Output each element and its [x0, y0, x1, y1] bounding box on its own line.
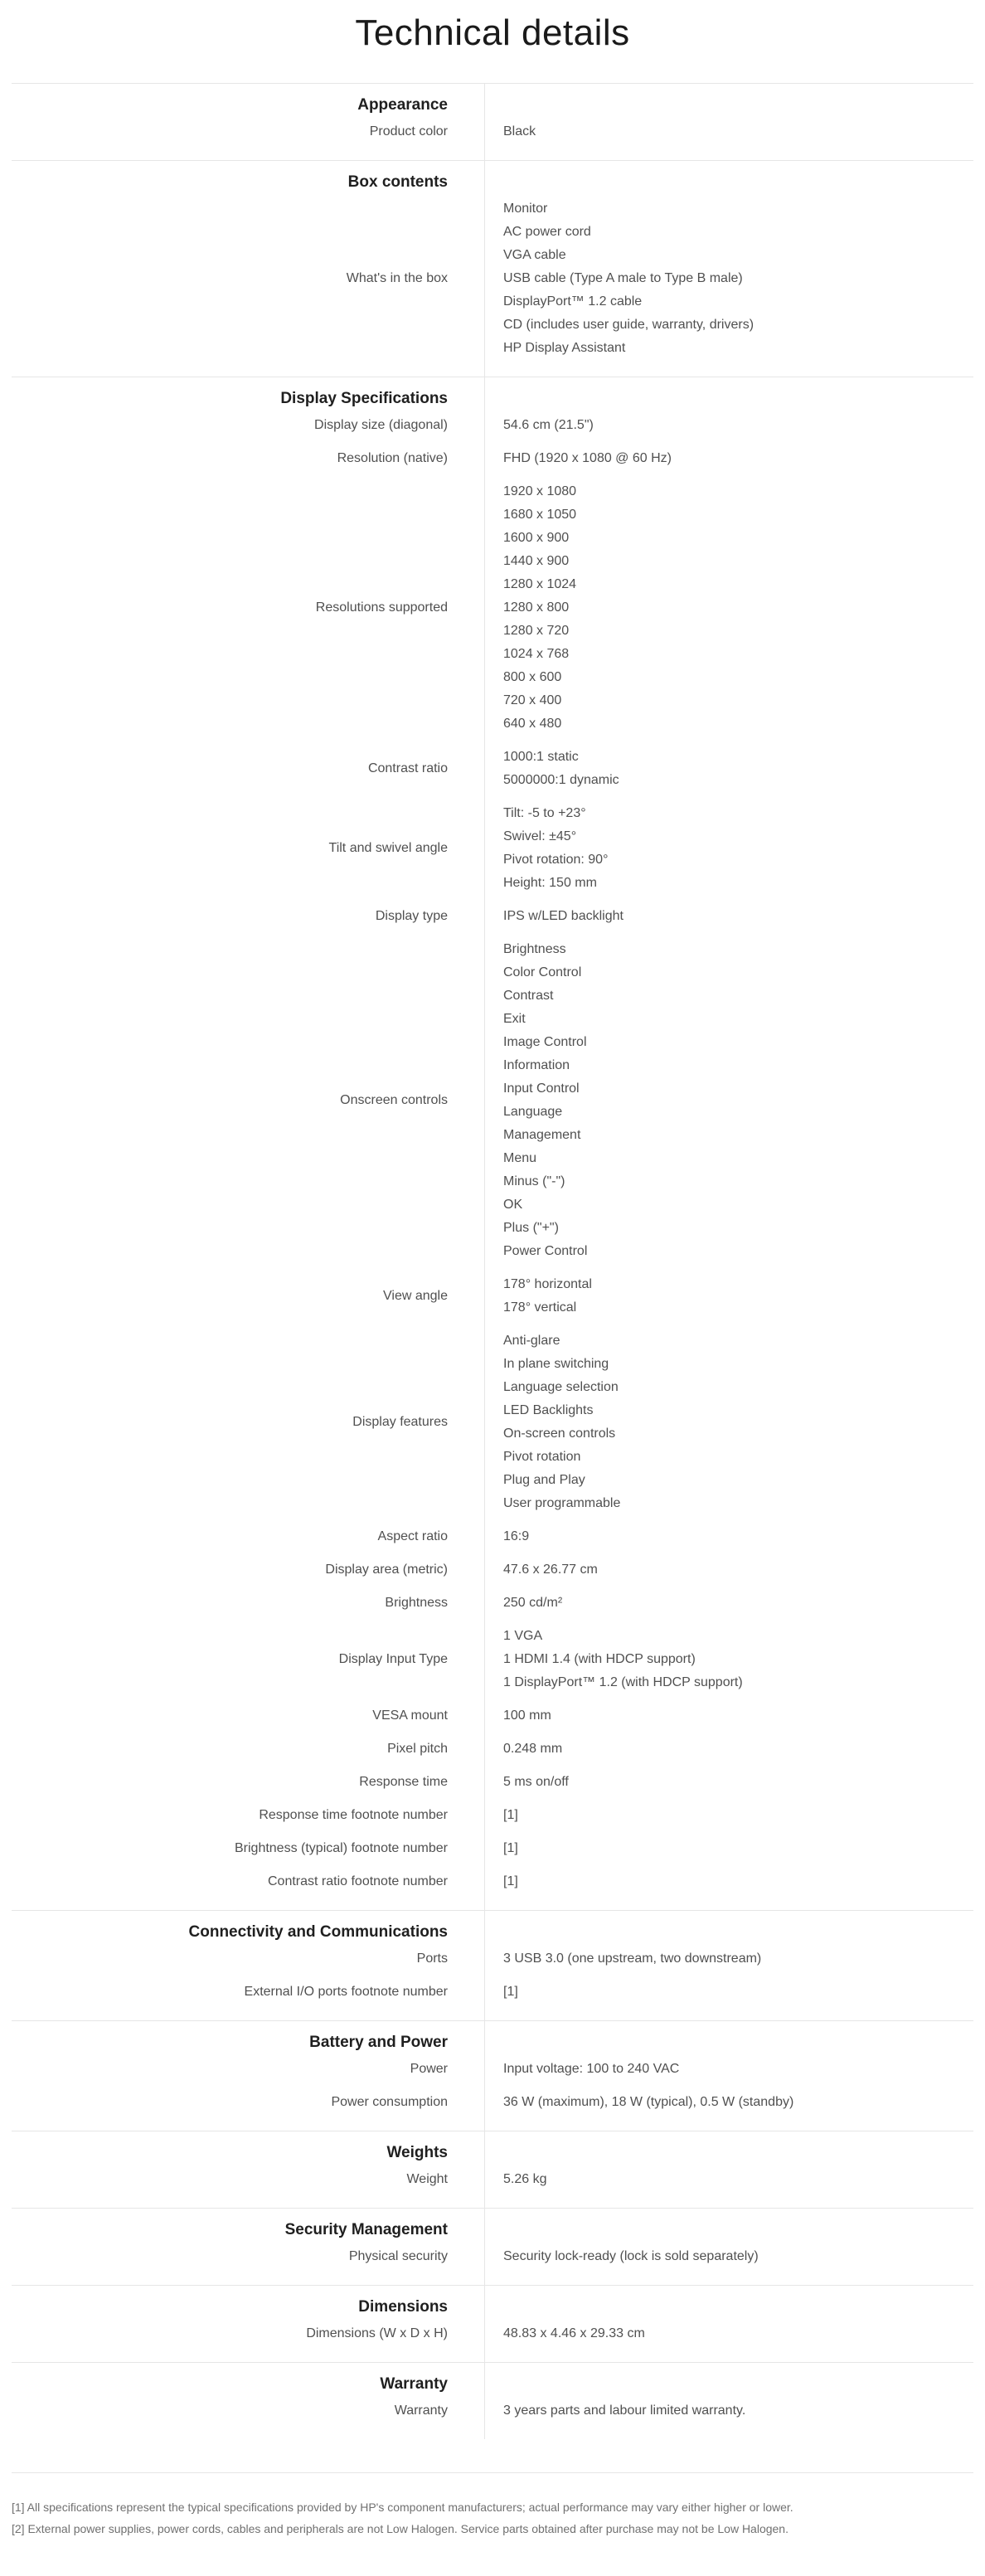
- spec-value-line: Black: [503, 124, 536, 139]
- spec-row-display-type: [12, 900, 973, 933]
- spec-section-box-contents: [12, 160, 973, 377]
- spec-row-resolutions-supported: [12, 475, 973, 741]
- spec-row-contrast-ratio: [12, 741, 973, 797]
- spec-row-physical-security: [12, 2240, 973, 2273]
- spec-row-aspect-ratio: [12, 1520, 973, 1553]
- spec-value-line: [1]: [503, 1985, 518, 1999]
- spec-value: [485, 2053, 973, 2086]
- spec-label: Display Input Type: [338, 1652, 448, 1666]
- spec-value: [485, 1699, 973, 1733]
- spec-label: Pixel pitch: [387, 1742, 448, 1756]
- spec-section-warranty: [12, 2362, 973, 2439]
- spec-value: [485, 1865, 973, 1898]
- spec-section-security-management: [12, 2208, 973, 2285]
- spec-value: [485, 2086, 973, 2119]
- spec-value-line: Minus ("-"): [503, 1174, 565, 1188]
- spec-value-line: IPS w/LED backlight: [503, 909, 624, 923]
- spec-row-vesa-mount: [12, 1699, 973, 1733]
- spec-label: Dimensions (W x D x H): [306, 2326, 448, 2340]
- spec-value: [485, 1766, 973, 1799]
- spec-value-line: 1680 x 1050: [503, 508, 577, 522]
- spec-value: [485, 900, 973, 933]
- spec-value-line: VGA cable: [503, 248, 566, 262]
- spec-value-line: Menu: [503, 1151, 537, 1165]
- spec-value: [485, 1733, 973, 1766]
- spec-value-line: Security lock-ready (lock is sold separately): [503, 2249, 759, 2263]
- spec-value-line: 1024 x 768: [503, 647, 570, 661]
- spec-label: Display features: [352, 1415, 448, 1429]
- spec-value: [485, 475, 973, 741]
- spec-label: Product color: [369, 124, 448, 139]
- spec-value-line: [1]: [503, 1808, 518, 1822]
- spec-value-line: 640 x 480: [503, 717, 562, 731]
- spec-label: What's in the box: [346, 271, 448, 285]
- spec-row-power: [12, 2053, 973, 2086]
- spec-label: Contrast ratio footnote number: [267, 1874, 448, 1888]
- spec-label: Brightness (typical) footnote number: [234, 1841, 448, 1855]
- spec-label: Resolution (native): [337, 451, 448, 465]
- spec-value-line: 3 USB 3.0 (one upstream, two downstream): [503, 1951, 762, 1966]
- spec-row-product-color: [12, 115, 973, 148]
- spec-value-line: 100 mm: [503, 1708, 551, 1723]
- spec-label: Contrast ratio: [367, 761, 448, 775]
- spec-value-line: User programmable: [503, 1496, 621, 1510]
- spec-value-line: DisplayPort™ 1.2 cable: [503, 294, 643, 309]
- spec-row-power-consumption: [12, 2086, 973, 2119]
- spec-value: [485, 1520, 973, 1553]
- spec-value: [485, 741, 973, 797]
- spec-section-dimensions: [12, 2285, 973, 2362]
- spec-value: [485, 1324, 973, 1520]
- spec-label: Display area (metric): [325, 1563, 448, 1577]
- spec-value-line: 1280 x 800: [503, 600, 570, 615]
- spec-row-brightness-typical-footnote-number: [12, 1832, 973, 1865]
- section-heading: Display Specifications: [280, 390, 448, 407]
- spec-value-line: 1000:1 static: [503, 750, 579, 764]
- spec-value-line: AC power cord: [503, 225, 591, 239]
- spec-value: [485, 2317, 973, 2350]
- section-heading: Security Management: [284, 2221, 448, 2238]
- spec-value: [485, 1832, 973, 1865]
- spec-value-line: 250 cd/m²: [503, 1596, 563, 1610]
- spec-value-line: 178° horizontal: [503, 1277, 592, 1291]
- spec-value-line: Power Control: [503, 1244, 588, 1258]
- spec-value: [485, 1268, 973, 1324]
- spec-value-line: 1 DisplayPort™ 1.2 (with HDCP support): [503, 1675, 743, 1689]
- spec-row-onscreen-controls: [12, 933, 973, 1268]
- spec-value-line: Input voltage: 100 to 240 VAC: [503, 2062, 680, 2076]
- spec-sections: [12, 83, 973, 2439]
- spec-section-battery-and-power: [12, 2020, 973, 2131]
- spec-value-line: Height: 150 mm: [503, 876, 597, 890]
- spec-section-appearance: [12, 83, 973, 160]
- spec-value-line: 36 W (maximum), 18 W (typical), 0.5 W (standby): [503, 2095, 794, 2109]
- spec-value: [485, 442, 973, 475]
- spec-value-line: USB cable (Type A male to Type B male): [503, 271, 743, 285]
- spec-value-line: Contrast: [503, 989, 554, 1003]
- spec-row-display-size-diagonal: [12, 409, 973, 442]
- spec-value-line: In plane switching: [503, 1357, 609, 1371]
- spec-value-line: CD (includes user guide, warranty, drivers): [503, 318, 755, 332]
- page-title: Technical details: [355, 12, 630, 53]
- spec-value: [485, 1620, 973, 1699]
- spec-value-line: 48.83 x 4.46 x 29.33 cm: [503, 2326, 645, 2340]
- spec-label: Brightness: [385, 1596, 448, 1610]
- spec-row-pixel-pitch: [12, 1733, 973, 1766]
- spec-value: [485, 797, 973, 900]
- spec-label: Resolutions supported: [315, 600, 448, 615]
- spec-value: [485, 192, 973, 365]
- spec-value-line: Tilt: -5 to +23°: [503, 806, 586, 820]
- spec-row-tilt-and-swivel-angle: [12, 797, 973, 900]
- spec-value-line: 47.6 x 26.77 cm: [503, 1563, 598, 1577]
- section-heading: Connectivity and Communications: [188, 1923, 448, 1941]
- spec-value-line: 5 ms on/off: [503, 1775, 569, 1789]
- section-heading: Appearance: [357, 96, 448, 114]
- spec-value: [485, 1553, 973, 1587]
- spec-value-line: Anti-glare: [503, 1334, 560, 1348]
- spec-value-line: 0.248 mm: [503, 1742, 563, 1756]
- spec-row-response-time-footnote-number: [12, 1799, 973, 1832]
- spec-row-brightness: [12, 1587, 973, 1620]
- spec-value-line: Language: [503, 1105, 563, 1119]
- spec-value-line: Plus ("+"): [503, 1221, 559, 1235]
- spec-row-weight: [12, 2163, 973, 2196]
- spec-value-line: Pivot rotation: [503, 1450, 581, 1464]
- spec-value-line: 720 x 400: [503, 693, 562, 707]
- spec-label: Response time: [359, 1775, 448, 1789]
- spec-row-warranty: [12, 2394, 973, 2428]
- section-heading: Dimensions: [358, 2298, 448, 2316]
- spec-value-line: Management: [503, 1128, 581, 1142]
- spec-value: [485, 1942, 973, 1976]
- spec-value-line: On-screen controls: [503, 1427, 616, 1441]
- spec-row-contrast-ratio-footnote-number: [12, 1865, 973, 1898]
- spec-value-line: 1 VGA: [503, 1629, 543, 1643]
- spec-value: [485, 1976, 973, 2009]
- spec-value-line: 1920 x 1080: [503, 484, 577, 498]
- spec-label: Power: [410, 2062, 448, 2076]
- spec-value: [485, 2240, 973, 2273]
- spec-value: [485, 115, 973, 148]
- spec-value: [485, 2163, 973, 2196]
- spec-section-weights: [12, 2131, 973, 2208]
- spec-label: Tilt and swivel angle: [328, 841, 448, 855]
- spec-label: Power consumption: [331, 2095, 448, 2109]
- spec-value-line: HP Display Assistant: [503, 341, 626, 355]
- spec-value-line: Brightness: [503, 942, 566, 956]
- spec-value: [485, 2394, 973, 2428]
- spec-section-connectivity-and-communications: [12, 1910, 973, 2020]
- spec-label: External I/O ports footnote number: [244, 1985, 448, 1999]
- spec-value-line: Pivot rotation: 90°: [503, 853, 609, 867]
- spec-label: Physical security: [348, 2249, 448, 2263]
- spec-value-line: 1280 x 1024: [503, 577, 577, 591]
- spec-value-line: Plug and Play: [503, 1473, 585, 1487]
- spec-label: Onscreen controls: [340, 1093, 448, 1107]
- spec-row-what-s-in-the-box: [12, 192, 973, 365]
- spec-label: Response time footnote number: [259, 1808, 448, 1822]
- spec-label: Warranty: [394, 2403, 448, 2418]
- spec-row-resolution-native: [12, 442, 973, 475]
- spec-label: Display type: [375, 909, 448, 923]
- spec-value: [485, 409, 973, 442]
- spec-value: [485, 1799, 973, 1832]
- section-heading: Weights: [386, 2144, 448, 2161]
- spec-value-line: Input Control: [503, 1081, 580, 1096]
- spec-value-line: Exit: [503, 1012, 526, 1026]
- spec-value-line: 800 x 600: [503, 670, 562, 684]
- spec-value-line: 178° vertical: [503, 1300, 577, 1315]
- spec-value-line: OK: [503, 1198, 523, 1212]
- spec-row-display-features: [12, 1324, 973, 1520]
- spec-value-line: [1]: [503, 1874, 518, 1888]
- spec-value-line: 16:9: [503, 1529, 530, 1543]
- spec-row-view-angle: [12, 1268, 973, 1324]
- spec-label: Ports: [416, 1951, 448, 1966]
- spec-value-line: 5000000:1 dynamic: [503, 773, 619, 787]
- spec-section-display-specifications: [12, 377, 973, 1910]
- spec-value-line: 1600 x 900: [503, 531, 570, 545]
- spec-value-line: 5.26 kg: [503, 2172, 547, 2186]
- spec-value-line: Image Control: [503, 1035, 587, 1049]
- spec-value-line: Language selection: [503, 1380, 619, 1394]
- footnote-1: [1] All specifications represent the typical specifications provided by HP's component manufacturers; actual performance may vary either higher or lower.: [12, 2501, 793, 2514]
- spec-label: Display size (diagonal): [314, 418, 448, 432]
- spec-value-line: FHD (1920 x 1080 @ 60 Hz): [503, 451, 672, 465]
- spec-row-dimensions-w-x-d-x-h: [12, 2317, 973, 2350]
- spec-label: Aspect ratio: [377, 1529, 448, 1543]
- section-heading: Warranty: [380, 2375, 448, 2393]
- spec-row-external-i-o-ports-footnote-number: [12, 1976, 973, 2009]
- spec-label: Weight: [406, 2172, 448, 2186]
- spec-row-ports: [12, 1942, 973, 1976]
- spec-value-line: 3 years parts and labour limited warranty.: [503, 2403, 746, 2418]
- spec-value-line: Monitor: [503, 202, 548, 216]
- spec-value-line: 1440 x 900: [503, 554, 570, 568]
- spec-value-line: [1]: [503, 1841, 518, 1855]
- spec-row-response-time: [12, 1766, 973, 1799]
- spec-value-line: 1 HDMI 1.4 (with HDCP support): [503, 1652, 696, 1666]
- footnotes: [12, 2472, 973, 2540]
- spec-value-line: 54.6 cm (21.5"): [503, 418, 594, 432]
- footnote-2: [2] External power supplies, power cords, cables and peripherals are not Low Halogen. Service parts obtained after purchase may not be Low Halogen.: [12, 2522, 788, 2535]
- spec-value-line: 1280 x 720: [503, 624, 570, 638]
- spec-row-display-input-type: [12, 1620, 973, 1699]
- spec-value-line: Information: [503, 1058, 570, 1072]
- section-heading: Box contents: [347, 173, 448, 191]
- spec-label: View angle: [383, 1289, 448, 1303]
- spec-value: [485, 1587, 973, 1620]
- spec-value-line: LED Backlights: [503, 1403, 594, 1417]
- spec-value: [485, 933, 973, 1268]
- spec-value-line: Color Control: [503, 965, 582, 979]
- spec-value-line: Swivel: ±45°: [503, 829, 577, 843]
- section-heading: Battery and Power: [309, 2034, 448, 2051]
- spec-row-display-area-metric: [12, 1553, 973, 1587]
- spec-label: VESA mount: [372, 1708, 448, 1723]
